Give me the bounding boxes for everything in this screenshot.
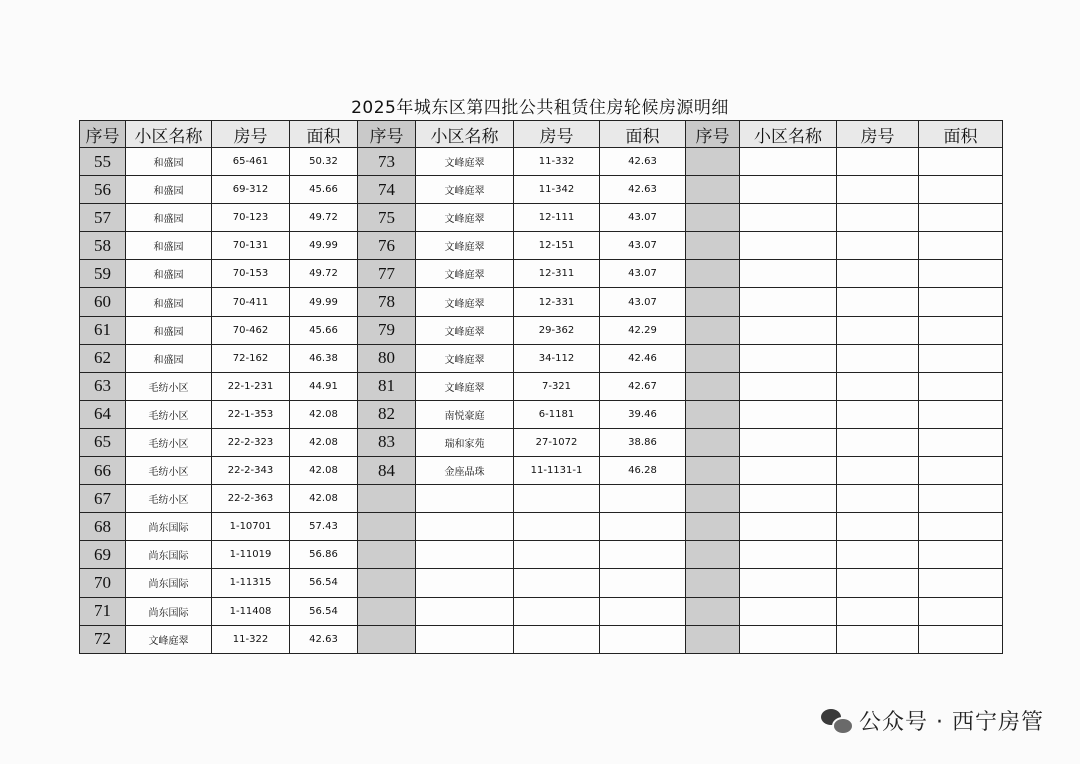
- cell-community: [416, 597, 514, 625]
- cell-seq: 63: [80, 372, 126, 400]
- cell-seq: 68: [80, 513, 126, 541]
- cell-seq: 75: [358, 204, 416, 232]
- cell-room: 70-123: [212, 204, 290, 232]
- cell-room: 1-11408: [212, 597, 290, 625]
- cell-area: [919, 400, 1003, 428]
- cell-community: [740, 400, 837, 428]
- cell-area: 42.46: [600, 344, 686, 372]
- cell-seq: [358, 541, 416, 569]
- table-row: [80, 457, 1003, 485]
- cell-room: [837, 316, 919, 344]
- cell-area: 43.07: [600, 204, 686, 232]
- cell-seq: 74: [358, 176, 416, 204]
- cell-area: [600, 569, 686, 597]
- cell-community: [416, 625, 514, 653]
- cell-room: [514, 485, 600, 513]
- cell-area: [919, 485, 1003, 513]
- cell-area: 42.08: [290, 428, 358, 456]
- cell-community: [740, 513, 837, 541]
- cell-community: 南悦豪庭: [416, 400, 514, 428]
- cell-seq: 64: [80, 400, 126, 428]
- cell-area: 42.67: [600, 372, 686, 400]
- cell-seq: 56: [80, 176, 126, 204]
- cell-area: [600, 625, 686, 653]
- cell-community: 尚东国际: [126, 569, 212, 597]
- table-row: [80, 204, 1003, 232]
- cell-seq: [686, 260, 740, 288]
- table-row: [80, 372, 1003, 400]
- cell-community: [740, 428, 837, 456]
- header-community: 小区名称: [740, 121, 837, 148]
- cell-area: 56.54: [290, 597, 358, 625]
- cell-area: 42.29: [600, 316, 686, 344]
- cell-community: [740, 288, 837, 316]
- cell-community: [740, 485, 837, 513]
- header-seq: 序号: [686, 121, 740, 148]
- cell-area: [919, 513, 1003, 541]
- cell-seq: 81: [358, 372, 416, 400]
- cell-community: [740, 344, 837, 372]
- cell-room: 12-111: [514, 204, 600, 232]
- cell-seq: 59: [80, 260, 126, 288]
- cell-community: 文峰庭翠: [416, 204, 514, 232]
- cell-room: [837, 569, 919, 597]
- cell-area: [919, 344, 1003, 372]
- cell-community: [740, 569, 837, 597]
- cell-area: 49.72: [290, 260, 358, 288]
- cell-area: [600, 541, 686, 569]
- cell-community: 尚东国际: [126, 541, 212, 569]
- cell-room: [514, 541, 600, 569]
- cell-community: 毛纺小区: [126, 372, 212, 400]
- cell-room: [837, 541, 919, 569]
- header-room: 房号: [837, 121, 919, 148]
- cell-seq: [686, 597, 740, 625]
- cell-room: [837, 513, 919, 541]
- table-row: [80, 625, 1003, 653]
- cell-community: 毛纺小区: [126, 400, 212, 428]
- cell-seq: [358, 485, 416, 513]
- cell-area: 42.08: [290, 485, 358, 513]
- cell-community: 文峰庭翠: [416, 232, 514, 260]
- cell-seq: 55: [80, 148, 126, 176]
- cell-seq: 80: [358, 344, 416, 372]
- cell-seq: [686, 457, 740, 485]
- header-community: 小区名称: [126, 121, 212, 148]
- cell-room: 12-331: [514, 288, 600, 316]
- cell-area: [919, 148, 1003, 176]
- cell-area: [919, 260, 1003, 288]
- cell-community: 文峰庭翠: [416, 316, 514, 344]
- cell-room: 70-131: [212, 232, 290, 260]
- cell-community: [740, 316, 837, 344]
- cell-room: [837, 204, 919, 232]
- cell-community: 和盛园: [126, 288, 212, 316]
- cell-area: [919, 457, 1003, 485]
- cell-seq: 65: [80, 428, 126, 456]
- cell-community: 文峰庭翠: [126, 625, 212, 653]
- cell-room: 12-151: [514, 232, 600, 260]
- cell-area: 49.99: [290, 232, 358, 260]
- table-row: [80, 569, 1003, 597]
- cell-seq: 73: [358, 148, 416, 176]
- header-room: 房号: [514, 121, 600, 148]
- cell-seq: 72: [80, 625, 126, 653]
- cell-seq: [686, 513, 740, 541]
- cell-seq: 57: [80, 204, 126, 232]
- cell-community: [416, 485, 514, 513]
- table-row: [80, 260, 1003, 288]
- cell-seq: [686, 541, 740, 569]
- cell-seq: 67: [80, 485, 126, 513]
- cell-seq: [686, 485, 740, 513]
- cell-room: [514, 625, 600, 653]
- watermark: [821, 705, 1044, 736]
- header-area: 面积: [290, 121, 358, 148]
- cell-room: [837, 428, 919, 456]
- cell-seq: 70: [80, 569, 126, 597]
- table-row: [80, 400, 1003, 428]
- cell-community: 文峰庭翠: [416, 372, 514, 400]
- cell-area: 57.43: [290, 513, 358, 541]
- cell-room: 11-322: [212, 625, 290, 653]
- cell-area: 45.66: [290, 176, 358, 204]
- cell-area: [919, 288, 1003, 316]
- cell-area: [600, 597, 686, 625]
- cell-room: [837, 288, 919, 316]
- cell-seq: [358, 569, 416, 597]
- cell-community: 和盛园: [126, 232, 212, 260]
- table-row: [80, 176, 1003, 204]
- cell-room: 22-1-353: [212, 400, 290, 428]
- cell-area: 44.91: [290, 372, 358, 400]
- table-row: [80, 485, 1003, 513]
- cell-seq: 58: [80, 232, 126, 260]
- cell-room: 22-2-363: [212, 485, 290, 513]
- cell-area: 46.38: [290, 344, 358, 372]
- cell-area: 43.07: [600, 232, 686, 260]
- cell-room: 22-2-343: [212, 457, 290, 485]
- cell-room: [837, 485, 919, 513]
- table-row: [80, 232, 1003, 260]
- cell-room: [837, 232, 919, 260]
- page-title: 2025年城东区第四批公共租赁住房轮候房源明细: [351, 98, 729, 118]
- cell-seq: [686, 400, 740, 428]
- cell-room: [837, 400, 919, 428]
- table-row: [80, 513, 1003, 541]
- cell-seq: 84: [358, 457, 416, 485]
- cell-community: 文峰庭翠: [416, 344, 514, 372]
- cell-room: 69-312: [212, 176, 290, 204]
- cell-community: [740, 148, 837, 176]
- cell-room: 1-11019: [212, 541, 290, 569]
- cell-room: 70-462: [212, 316, 290, 344]
- cell-community: [740, 204, 837, 232]
- cell-community: 文峰庭翠: [416, 260, 514, 288]
- cell-area: [919, 176, 1003, 204]
- header-community: 小区名称: [416, 121, 514, 148]
- header-area: 面积: [600, 121, 686, 148]
- table-row: [80, 597, 1003, 625]
- cell-seq: 60: [80, 288, 126, 316]
- header-seq: 序号: [358, 121, 416, 148]
- cell-room: 22-2-323: [212, 428, 290, 456]
- cell-seq: 61: [80, 316, 126, 344]
- cell-seq: [686, 428, 740, 456]
- cell-seq: [686, 625, 740, 653]
- cell-area: 49.72: [290, 204, 358, 232]
- header-room: 房号: [212, 121, 290, 148]
- cell-room: [837, 148, 919, 176]
- cell-community: 金座晶珠: [416, 457, 514, 485]
- cell-seq: 66: [80, 457, 126, 485]
- cell-room: [837, 372, 919, 400]
- cell-seq: 76: [358, 232, 416, 260]
- cell-community: [416, 513, 514, 541]
- cell-area: 45.66: [290, 316, 358, 344]
- cell-room: 29-362: [514, 316, 600, 344]
- cell-seq: [358, 597, 416, 625]
- cell-community: [740, 372, 837, 400]
- cell-seq: [686, 204, 740, 232]
- cell-area: 49.99: [290, 288, 358, 316]
- cell-community: [740, 232, 837, 260]
- table-row: [80, 541, 1003, 569]
- cell-room: [837, 260, 919, 288]
- cell-area: [919, 625, 1003, 653]
- cell-community: 尚东国际: [126, 513, 212, 541]
- header-area: 面积: [919, 121, 1003, 148]
- cell-seq: [686, 316, 740, 344]
- cell-community: [740, 176, 837, 204]
- cell-room: 70-411: [212, 288, 290, 316]
- cell-community: 毛纺小区: [126, 485, 212, 513]
- cell-seq: 71: [80, 597, 126, 625]
- cell-community: 和盛园: [126, 344, 212, 372]
- cell-community: [740, 541, 837, 569]
- cell-area: 43.07: [600, 288, 686, 316]
- cell-community: 和盛园: [126, 148, 212, 176]
- table-row: [80, 316, 1003, 344]
- cell-area: 46.28: [600, 457, 686, 485]
- cell-area: 42.63: [600, 176, 686, 204]
- cell-community: 文峰庭翠: [416, 288, 514, 316]
- cell-area: 50.32: [290, 148, 358, 176]
- cell-area: 39.46: [600, 400, 686, 428]
- cell-seq: [686, 288, 740, 316]
- header-seq: 序号: [80, 121, 126, 148]
- cell-community: [740, 260, 837, 288]
- cell-room: 72-162: [212, 344, 290, 372]
- cell-room: 34-112: [514, 344, 600, 372]
- cell-area: [919, 316, 1003, 344]
- cell-room: 11-332: [514, 148, 600, 176]
- cell-community: 和盛园: [126, 176, 212, 204]
- cell-community: 尚东国际: [126, 597, 212, 625]
- cell-area: [600, 485, 686, 513]
- cell-room: 1-10701: [212, 513, 290, 541]
- cell-seq: [686, 372, 740, 400]
- cell-area: [919, 541, 1003, 569]
- cell-area: 42.63: [290, 625, 358, 653]
- cell-room: 11-1131-1: [514, 457, 600, 485]
- cell-room: 7-321: [514, 372, 600, 400]
- cell-seq: [358, 513, 416, 541]
- cell-area: 56.54: [290, 569, 358, 597]
- wechat-icon: [821, 709, 851, 733]
- cell-area: [919, 597, 1003, 625]
- cell-seq: 83: [358, 428, 416, 456]
- cell-seq: 69: [80, 541, 126, 569]
- table-row: [80, 148, 1003, 176]
- table-row: [80, 288, 1003, 316]
- cell-area: 56.86: [290, 541, 358, 569]
- cell-seq: 77: [358, 260, 416, 288]
- cell-community: [740, 457, 837, 485]
- cell-seq: 79: [358, 316, 416, 344]
- cell-room: 11-342: [514, 176, 600, 204]
- cell-room: [837, 597, 919, 625]
- cell-room: 6-1181: [514, 400, 600, 428]
- cell-community: 瑞和家苑: [416, 428, 514, 456]
- table-header-row: [80, 121, 1003, 148]
- cell-area: 42.08: [290, 457, 358, 485]
- cell-community: [416, 569, 514, 597]
- cell-community: [740, 597, 837, 625]
- cell-area: [600, 513, 686, 541]
- cell-seq: [686, 344, 740, 372]
- cell-area: [919, 372, 1003, 400]
- cell-seq: 62: [80, 344, 126, 372]
- table-row: [80, 428, 1003, 456]
- cell-community: [416, 541, 514, 569]
- cell-room: 1-11315: [212, 569, 290, 597]
- table-row: [80, 344, 1003, 372]
- cell-area: 42.08: [290, 400, 358, 428]
- cell-area: 43.07: [600, 260, 686, 288]
- cell-room: 27-1072: [514, 428, 600, 456]
- cell-community: 和盛园: [126, 204, 212, 232]
- watermark-text: 公众号 · 西宁房管: [859, 710, 1044, 735]
- cell-room: [837, 344, 919, 372]
- cell-seq: [686, 569, 740, 597]
- cell-community: 和盛园: [126, 316, 212, 344]
- cell-room: [837, 625, 919, 653]
- cell-room: 70-153: [212, 260, 290, 288]
- cell-area: 38.86: [600, 428, 686, 456]
- cell-community: 毛纺小区: [126, 428, 212, 456]
- cell-community: 文峰庭翠: [416, 148, 514, 176]
- cell-area: [919, 232, 1003, 260]
- cell-room: [837, 176, 919, 204]
- cell-seq: [686, 176, 740, 204]
- cell-seq: [686, 232, 740, 260]
- cell-community: 和盛园: [126, 260, 212, 288]
- cell-area: [919, 428, 1003, 456]
- cell-community: 文峰庭翠: [416, 176, 514, 204]
- housing-table: [79, 120, 1003, 654]
- cell-area: 42.63: [600, 148, 686, 176]
- cell-seq: 82: [358, 400, 416, 428]
- cell-room: 65-461: [212, 148, 290, 176]
- cell-room: [514, 597, 600, 625]
- cell-area: [919, 204, 1003, 232]
- cell-community: 毛纺小区: [126, 457, 212, 485]
- cell-room: [837, 457, 919, 485]
- cell-room: 12-311: [514, 260, 600, 288]
- cell-room: [514, 513, 600, 541]
- cell-community: [740, 625, 837, 653]
- cell-room: [514, 569, 600, 597]
- cell-seq: [358, 625, 416, 653]
- cell-area: [919, 569, 1003, 597]
- cell-seq: 78: [358, 288, 416, 316]
- cell-room: 22-1-231: [212, 372, 290, 400]
- cell-seq: [686, 148, 740, 176]
